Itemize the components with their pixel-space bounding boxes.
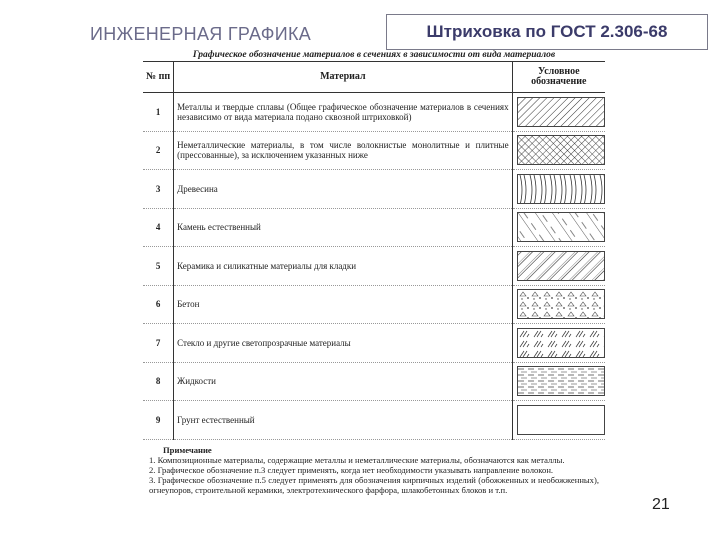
hatch-symbol-cell <box>512 208 605 247</box>
liquid-hatch-swatch <box>517 366 605 396</box>
hatch-symbol-cell <box>512 170 605 209</box>
material-name: Бетон <box>174 285 512 324</box>
row-number: 7 <box>143 324 174 363</box>
course-title: ИНЖЕНЕРНАЯ ГРАФИКА <box>90 24 312 44</box>
gost-document <box>135 50 613 520</box>
table-row <box>143 362 605 401</box>
material-name: Грунт естественный <box>174 401 512 440</box>
page-number: 21 <box>652 496 670 513</box>
hatch-symbol-cell <box>512 362 605 401</box>
slide-title: Штриховка по ГОСТ 2.306-68 <box>386 14 708 50</box>
material-name: Керамика и силикатные материалы для кладки <box>174 247 512 286</box>
cross-hatch-hatch-swatch <box>517 135 605 165</box>
glass-hatch-swatch <box>517 328 605 358</box>
table-row <box>143 170 605 209</box>
table-row <box>143 131 605 170</box>
table-header-row <box>143 62 605 93</box>
table-caption: Графическое обозначение материалов в сечениях в зависимости от вида материалов <box>192 50 556 60</box>
row-number: 9 <box>143 401 174 440</box>
material-name: Неметаллические материалы, в том числе волокнистые монолитные и плитные (прессованные), за исключением указанных ниже <box>174 131 512 170</box>
row-number: 4 <box>143 208 174 247</box>
metal-hatch-hatch-swatch <box>517 97 605 127</box>
notes-section <box>149 445 599 496</box>
note-item: 3. Графическое обозначение п.5 следует применять для обозначения кирпичных изделий (обожженных и необожженных), огнеупоров, строительной керамики, электротехнического фарфора, шлакобетонных блоков и т.п. <box>149 475 599 496</box>
row-number: 2 <box>143 131 174 170</box>
row-number: 6 <box>143 285 174 324</box>
hatch-symbol-cell <box>512 93 605 132</box>
soil-hatch-swatch <box>517 405 605 435</box>
table-row <box>143 324 605 363</box>
hatch-symbol-cell <box>512 324 605 363</box>
table-row <box>143 93 605 132</box>
material-name: Металлы и твердые сплавы (Общее графическое обозначение материалов в сечениях независимо от вида материала подано сквозной штриховкой) <box>174 93 512 132</box>
ceramic-hatch-swatch <box>517 251 605 281</box>
material-name: Стекло и другие светопрозрачные материалы <box>174 324 512 363</box>
table-row <box>143 285 605 324</box>
notes-title: Примечание <box>163 444 212 455</box>
hatch-symbol-cell <box>512 131 605 170</box>
col-num-header: № пп <box>143 62 174 93</box>
hatch-symbol-cell <box>512 285 605 324</box>
material-name: Древесина <box>174 170 512 209</box>
row-number: 8 <box>143 362 174 401</box>
table-row <box>143 247 605 286</box>
table-row <box>143 208 605 247</box>
materials-table <box>143 61 605 440</box>
wood-hatch-swatch <box>517 174 605 204</box>
col-material-header: Материал <box>174 62 512 93</box>
material-name: Камень естественный <box>174 208 512 247</box>
row-number: 5 <box>143 247 174 286</box>
hatch-symbol-cell <box>512 401 605 440</box>
stone-hatch-swatch <box>517 212 605 242</box>
hatch-symbol-cell <box>512 247 605 286</box>
material-name: Жидкости <box>174 362 512 401</box>
row-number: 1 <box>143 93 174 132</box>
note-item: 2. Графическое обозначение п.3 следует применять, когда нет необходимости указывать направление волокон. <box>149 464 554 475</box>
row-number: 3 <box>143 170 174 209</box>
col-symbol-header: Условное обозначение <box>512 62 605 93</box>
note-item: 1. Композиционные материалы, содержащие металлы и неметаллические материалы, обозначаются как металлы. <box>149 454 565 465</box>
concrete-hatch-swatch <box>517 289 605 319</box>
table-row <box>143 401 605 440</box>
